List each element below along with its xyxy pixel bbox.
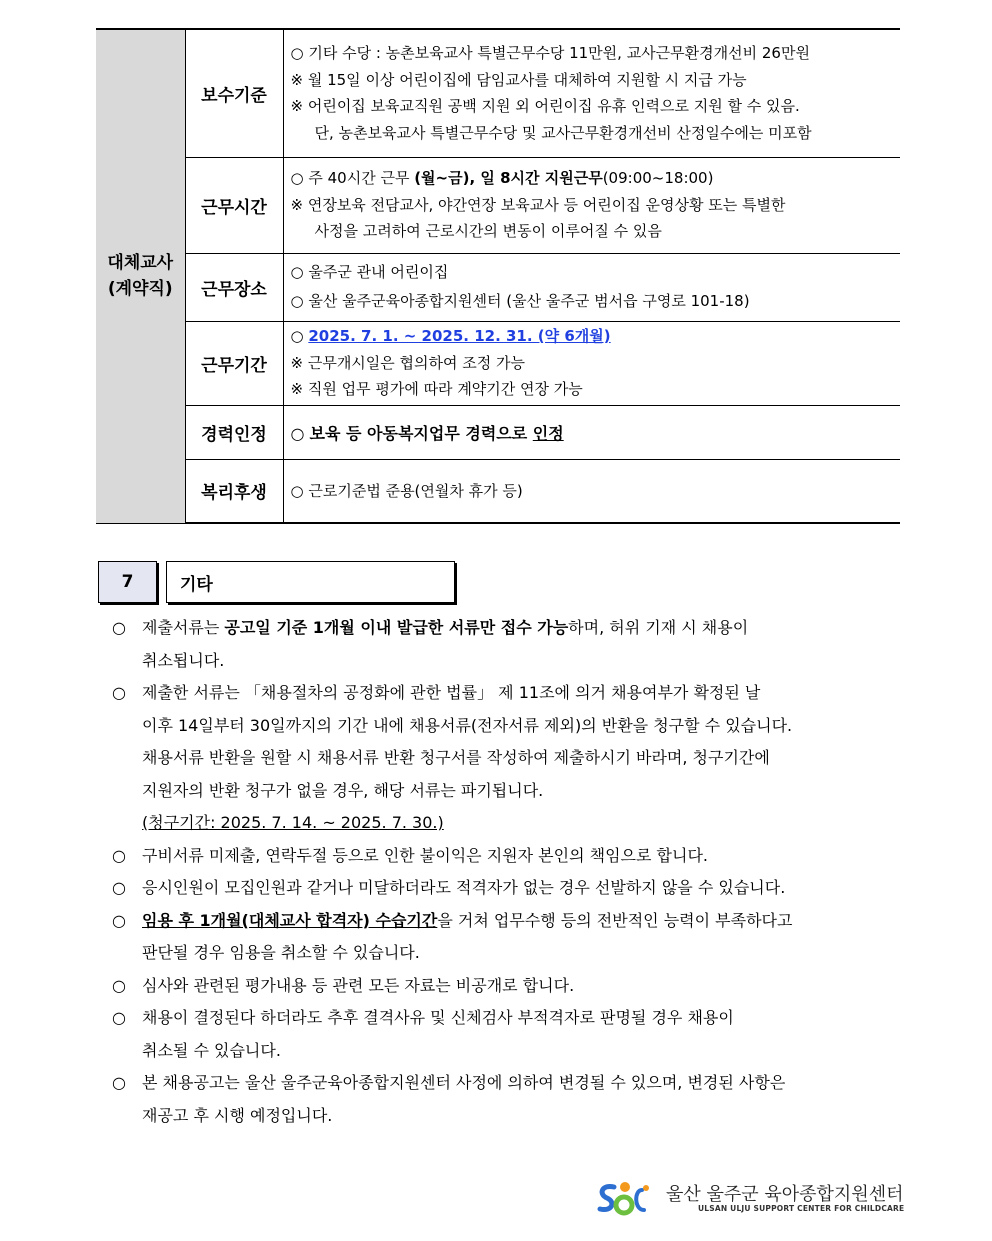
note-text: 본 채용공고는 울산 울주군육아종합지원센터 사정에 의하여 변경될 수 있으며, 변경된 사항은 xyxy=(142,1073,786,1092)
salary-line: ○ 기타 수당 : 농촌보육교사 특별근무수당 11만원, 교사근무환경개선비 26만원 xyxy=(290,44,810,63)
career-text: 보육 등 아동복지업무 경력으로 xyxy=(309,423,533,443)
period-note: ※ 직원 업무 평가에 따라 계약기간 연장 가능 xyxy=(290,380,583,399)
job-conditions-table xyxy=(96,28,900,524)
location-line: ○ 울산 울주군육아종합지원센터 (울산 울주군 범서읍 구영로 101-18) xyxy=(290,292,750,310)
note-text: 구비서류 미제출, 연락두절 등으로 인한 불이익은 지원자 본인의 책임으로 합니다. xyxy=(142,845,708,865)
note-bold: 공고일 기준 1개월 이내 발급한 서류만 접수 가능 xyxy=(224,618,569,637)
note-bold: 임용 후 1개월(대체교사 합격자) 수습기간 xyxy=(142,910,438,930)
note-item xyxy=(110,1067,900,1132)
note-text: 을 거쳐 업무수행 등의 전반적인 능력이 부족하다고 xyxy=(437,910,793,930)
bullet-mark: ○ xyxy=(290,327,309,346)
row-label-career: 경력인정 xyxy=(185,405,283,459)
salary-line: 단, 농촌보육교사 특별근무수당 및 교사근무환경개선비 산정일수에는 미포함 xyxy=(314,123,812,142)
note-item xyxy=(110,612,900,677)
contract-period: 2025. 7. 1. ~ 2025. 12. 31. (약 6개월) xyxy=(308,327,611,346)
circle-bullet-icon: ○ xyxy=(112,683,126,702)
section-title: 기타 xyxy=(166,561,455,603)
note-item xyxy=(110,872,900,905)
note-text xyxy=(142,807,900,840)
row-content-welfare: ○ 근로기준법 준용(연월차 휴가 등) xyxy=(283,459,900,523)
note-text: 채용이 결정된다 하더라도 추후 결격사유 및 신체검사 부적격자로 판명될 경우 채용이 xyxy=(142,1008,734,1027)
salary-line: ※ 월 15일 이상 어린이집에 담임교사를 대체하여 지원할 시 지급 가능 xyxy=(290,70,747,89)
bullet-mark: ○ xyxy=(290,423,310,443)
category-cell xyxy=(96,29,185,523)
row-label-welfare: 복리후생 xyxy=(185,459,283,523)
logo-mark-icon xyxy=(594,1178,660,1218)
row-content-location xyxy=(283,253,900,321)
note-item xyxy=(110,1002,900,1067)
circle-bullet-icon: ○ xyxy=(112,845,126,865)
hours-note: ※ 연장보육 전담교사, 야간연장 보육교사 등 어린이집 운영상황 또는 특별한 xyxy=(290,195,786,214)
note-text: 지원자의 반환 청구가 없을 경우, 해당 서류는 파기됩니다. xyxy=(142,780,544,800)
hours-text: ○ 주 40시간 근무 xyxy=(290,169,415,188)
circle-bullet-icon: ○ xyxy=(112,878,126,897)
logo-name-korean: 울산 울주군 육아종합지원센터 xyxy=(666,1184,904,1205)
note-text: 응시인원이 모집인원과 같거나 미달하더라도 적격자가 없는 경우 선발하지 않을 수 있습니다. xyxy=(142,878,786,897)
note-text: 재공고 후 시행 예정입니다. xyxy=(142,1105,333,1125)
note-text: 취소됩니다. xyxy=(142,650,225,670)
location-line: ○ 울주군 관내 어린이집 xyxy=(290,263,449,281)
row-content-period xyxy=(283,321,900,405)
note-text: 제출서류는 xyxy=(142,618,225,637)
note-text: 취소될 수 있습니다. xyxy=(142,1040,281,1060)
note-text: 하며, 허위 기재 시 채용이 xyxy=(568,618,749,637)
career-recognized: 인정 xyxy=(532,423,564,443)
note-text: 이후 14일부터 30일까지의 기간 내에 채용서류(전자서류 제외)의 반환을 청구할 수 있습니다. xyxy=(142,715,793,735)
row-label-period: 근무기간 xyxy=(185,321,283,405)
notes-list xyxy=(110,612,900,1132)
row-label-hours: 근무시간 xyxy=(185,157,283,253)
row-label-location: 근무장소 xyxy=(185,253,283,321)
salary-line: ※ 어린이집 보육교직원 공백 지원 외 어린이집 유휴 인력으로 지원 할 수 있음. xyxy=(290,97,800,116)
note-item xyxy=(110,970,900,1003)
claim-period: (청구기간: 2025. 7. 14. ~ 2025. 7. 30.) xyxy=(142,813,444,832)
circle-bullet-icon: ○ xyxy=(112,1008,126,1027)
circle-bullet-icon: ○ xyxy=(112,975,126,995)
note-text: 제출한 서류는 「채용절차의 공정화에 관한 법률」 제 11조에 의거 채용여부가 확정된 날 xyxy=(142,683,761,702)
logo-name-english: ULSAN ULJU SUPPORT CENTER FOR CHILDCARE xyxy=(698,1204,905,1213)
row-label-salary: 보수기준 xyxy=(185,29,283,157)
center-logo xyxy=(594,1178,905,1218)
hours-bold-text: (월~금), 일 8시간 지원근무 xyxy=(414,169,603,188)
row-content-career xyxy=(283,405,900,459)
note-text: 채용서류 반환을 원할 시 채용서류 반환 청구서를 작성하여 제출하시기 바라며, 청구기간에 xyxy=(142,748,770,767)
row-content-hours xyxy=(283,157,900,253)
hours-time-range: (09:00~18:00) xyxy=(602,169,714,188)
note-item xyxy=(110,840,900,873)
category-label: 대체교사 (계약직) xyxy=(107,253,174,300)
note-text: 심사와 관련된 평가내용 등 관련 모든 자료는 비공개로 합니다. xyxy=(142,975,575,995)
circle-bullet-icon: ○ xyxy=(112,910,126,930)
note-item xyxy=(110,677,900,840)
hours-note: 사정을 고려하여 근로시간의 변동이 이루어질 수 있음 xyxy=(314,222,662,241)
note-text: 판단될 경우 임용을 취소할 수 있습니다. xyxy=(142,943,420,962)
note-item xyxy=(110,905,900,970)
section-number: 7 xyxy=(98,561,157,603)
circle-bullet-icon: ○ xyxy=(112,618,126,637)
row-content-salary xyxy=(283,29,900,157)
circle-bullet-icon: ○ xyxy=(112,1073,126,1092)
period-note: ※ 근무개시일은 협의하여 조정 가능 xyxy=(290,353,526,372)
